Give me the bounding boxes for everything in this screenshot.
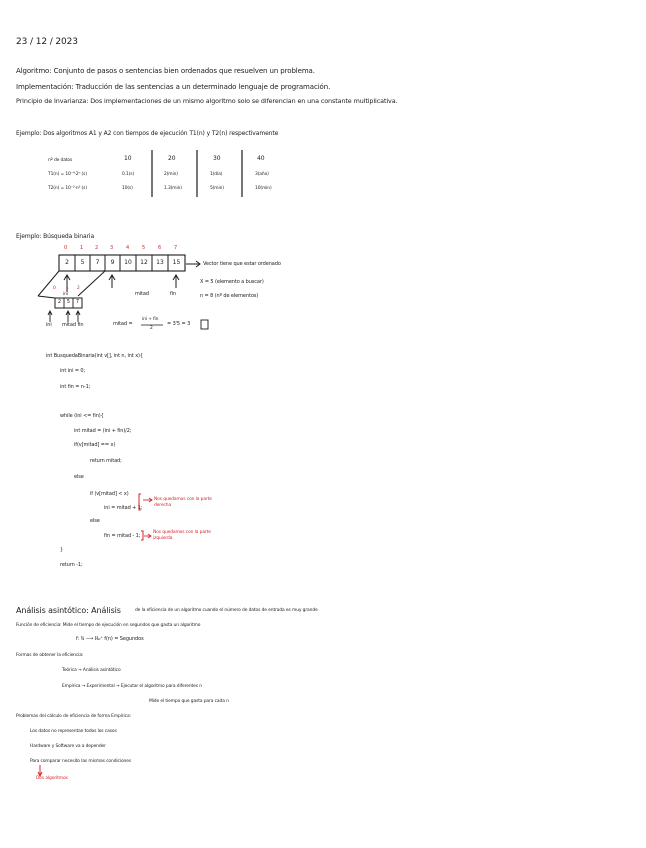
index-0: 0 (64, 245, 68, 251)
note-x: X = 5 (elemento a buscar) (200, 279, 264, 285)
analysis-heading: Análisis asintótico: Análisis (16, 606, 121, 615)
code-note-left: Nos quedamos con la parte izquierda (153, 530, 211, 541)
col2-t1: 2(min) (164, 172, 178, 177)
code-line: int ini = 0; (60, 368, 86, 374)
definition-algoritmo: Algoritmo: Conjunto de pasos o sentencias bien ordenados que resuelven un problema. (16, 67, 315, 75)
analysis-empirica: Empírica → Experimental → Ejecutar el algoritmo para diferentes n (62, 684, 202, 689)
index-7: 7 (174, 245, 178, 251)
analysis-problemas: Problemas del cálculo de eficiencia de forma Empírica: (16, 714, 131, 719)
code-line: ini = mitad + 1; (104, 505, 143, 511)
analysis-heading-rest: de la eficiencia de un algoritmo cuando el número de datos de entrada es muy grande (135, 608, 318, 613)
code-line: while (ini <= fin){ (60, 413, 104, 419)
code-note-right: Nos quedamos con la parte derecha (154, 497, 212, 508)
col3-t1: 1(día) (210, 172, 223, 177)
col2-n: 20 (168, 155, 176, 162)
row-label-n: nº de datos (48, 158, 73, 163)
code-line: return mitad; (90, 458, 122, 464)
analysis-funcion: Función de eficiencia: Mide el tiempo de ejecución en segundos que gasta un algoritmo (16, 623, 201, 628)
col1-n: 10 (124, 155, 132, 162)
sub-array-cell: 5 (66, 299, 71, 305)
array-cell: 15 (172, 259, 181, 266)
code-line: int BusquedaBinaria(int v[], int n, int x){ (46, 353, 143, 359)
code-line: } (60, 547, 64, 553)
label-fin: fin (170, 291, 177, 297)
sub-array-cell: 2 (57, 299, 62, 305)
col3-n: 30 (213, 155, 221, 162)
col4-n: 40 (257, 155, 265, 162)
code-line: else (90, 518, 100, 524)
row-label-t2: T2(n) = 10⁻²·n³ (s) (48, 186, 87, 191)
index-4: 4 (126, 245, 130, 251)
code-line: if (v[mitad] < x) (90, 491, 129, 497)
array-cell: 5 (80, 259, 85, 266)
sub-index-0: 0 (53, 286, 56, 291)
sub-label-ini-bottom: ini (46, 322, 52, 328)
code-line: fin = mitad - 1; (104, 533, 141, 539)
array-cell: 12 (140, 259, 148, 266)
array-cell: 2 (65, 259, 69, 266)
formula-numerator: ini + fin (142, 317, 159, 322)
index-3: 3 (110, 245, 114, 251)
code-line: else (74, 474, 84, 480)
analysis-mide: Mide el tiempo que gasta para cada n (149, 699, 229, 704)
analysis-problem-1: Los datos no representan todos los casos (30, 729, 117, 734)
array-cell: 7 (95, 259, 100, 266)
sub-index-2: 2 (77, 286, 80, 291)
index-1: 1 (80, 245, 84, 251)
code-line: int mitad = (ini + fin)/2; (74, 428, 132, 434)
example2-title: Ejemplo: Búsqueda binaria (16, 233, 95, 240)
index-6: 6 (158, 245, 162, 251)
note-n: n = 8 (nº de elementos) (200, 293, 259, 299)
sub-index-1: 1 (66, 286, 69, 291)
formula-result: = 3'5 = 3 (167, 321, 191, 327)
col1-t1: 0.1(s) (122, 172, 135, 177)
col1-t2: 10(s) (122, 186, 133, 191)
sub-label-mitad-fin: mitad fin (62, 322, 84, 328)
example1-title: Ejemplo: Dos algoritmos A1 y A2 con tiempos de ejecución T1(n) y T2(n) respectivamente (16, 130, 279, 137)
array-cell: 9 (110, 259, 115, 266)
array-cell: 13 (156, 259, 164, 266)
analysis-teorica: Teórica → Análisis asintótico (62, 668, 121, 673)
row-label-t1: T1(n) = 10⁻⁴·2ⁿ (s) (48, 172, 87, 177)
label-mitad: mitad (135, 291, 149, 297)
col4-t2: 10(min) (255, 186, 272, 191)
sub-label-ini: ini (63, 292, 68, 297)
analysis-problem-3-note: Dos algoritmos (36, 776, 68, 781)
code-line: int fin = n-1; (60, 384, 91, 390)
col4-t1: 3(año) (255, 172, 269, 177)
index-5: 5 (142, 245, 146, 251)
sub-array-cell: 7 (75, 299, 80, 305)
col2-t2: 1.3(min) (164, 186, 182, 191)
code-line: if(v[mitad] == x) (74, 442, 116, 448)
analysis-formula: f: ℕ ⟶ ℝ₀⁺ f(n) = Segundos (76, 636, 144, 642)
col3-t2: 5(min) (210, 186, 224, 191)
note-ordered: Vector tiene que estar ordenado (203, 261, 281, 267)
formula-prefix: mitad = (113, 321, 133, 327)
index-2: 2 (95, 245, 99, 251)
analysis-problem-3: Para comparar necesito las mismas condiciones (30, 759, 132, 764)
definition-principio: Principio de Invarianza: Dos implementaciones de un mismo algoritmo solo se diferencian en una constante multiplicativa. (16, 97, 398, 105)
analysis-formas: Formas de obtener la eficiencia: (16, 653, 84, 658)
formula-denominator: 2 (150, 326, 153, 331)
definition-implementacion: Implementación: Traducción de las sentencias a un determinado lenguaje de programación. (16, 83, 331, 91)
analysis-problem-2: Hardware y Software va a depender (30, 744, 106, 749)
array-cell: 10 (124, 259, 132, 266)
code-line: return -1; (60, 562, 83, 568)
date: 23 / 12 / 2023 (16, 37, 78, 47)
